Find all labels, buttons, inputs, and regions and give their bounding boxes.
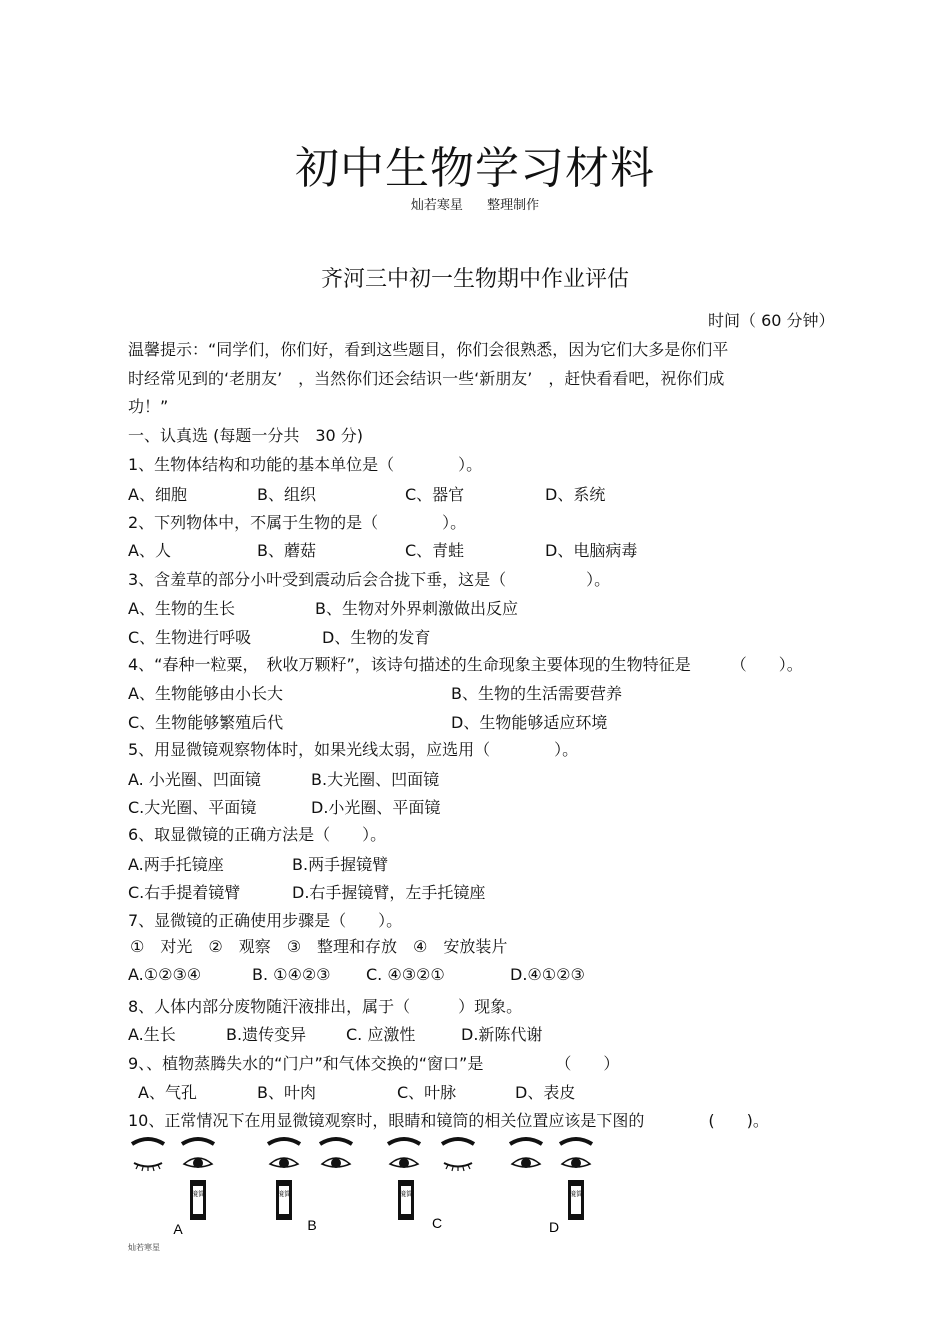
figure-label-b: B — [307, 1217, 317, 1233]
section-heading: 一、认真选 (每题一分共 30 分) — [128, 426, 364, 445]
figure-option-d — [510, 1139, 592, 1235]
q9-option-b: B、叶肉 — [257, 1083, 316, 1102]
question-7-stem: 7、显微镜的正确使用步骤是（ ）。 — [128, 911, 403, 930]
q1-option-d: D、系统 — [545, 485, 606, 504]
q2-option-d: D、电脑病毒 — [545, 541, 638, 560]
tube-label-b: 镜筒 — [277, 1190, 291, 1198]
exam-time: 时间（ 60 分钟） — [708, 311, 835, 330]
figure-label-a: A — [173, 1221, 183, 1237]
author-name: 灿若寒星 — [410, 198, 463, 213]
q6-option-a: A.两手托镜座 — [128, 855, 224, 874]
q1-option-a: A、细胞 — [128, 485, 187, 504]
footer-text: 灿若寒星 — [128, 1243, 160, 1252]
page-title: 初中生物学习材料 — [295, 143, 655, 194]
q3-option-a: A、生物的生长 — [128, 599, 235, 618]
q4-option-d: D、生物能够适应环境 — [451, 713, 608, 732]
question-5-stem: 5、用显微镜观察物体时，如果光线太弱，应选用（ ）。 — [128, 740, 579, 759]
tube-label-a: 镜筒 — [191, 1190, 205, 1198]
intro-line-2: 时经常见到的‘老朋友’ ，当然你们还会结识一些‘新朋友’ ，赶快看看吧，祝你们成 — [128, 369, 725, 388]
question-6-stem: 6、取显微镜的正确方法是（ ）。 — [128, 825, 387, 844]
q7-steps: ① 对光 ② 观察 ③ 整理和存放 ④ 安放装片 — [130, 937, 508, 956]
figure-label-d: D — [548, 1219, 560, 1235]
q4-option-b: B、生物的生活需要营养 — [451, 684, 622, 703]
q8-option-c: C. 应激性 — [346, 1025, 416, 1044]
q4-option-a: A、生物能够由小长大 — [128, 684, 283, 703]
q5-option-c: C.大光圈、平面镜 — [128, 798, 257, 817]
q6-option-b: B.两手握镜臂 — [292, 855, 389, 874]
question-4-stem: 4、“春种一粒粟， 秋收万颗籽”，该诗句描述的生命现象主要体现的生物特征是 （ ）。 — [128, 655, 803, 674]
q1-option-b: B、组织 — [257, 485, 316, 504]
question-2-stem: 2、下列物体中，不属于生物的是（ ）。 — [128, 513, 467, 532]
figure-option-b — [268, 1139, 352, 1233]
q7-option-c: C. ④③②① — [366, 965, 445, 984]
intro-line-3: 功！” — [128, 397, 169, 416]
credit-line — [0, 194, 950, 213]
q8-option-b: B.遗传变异 — [226, 1025, 307, 1044]
figure-option-c — [388, 1139, 474, 1231]
q6-option-d: D.右手握镜臂，左手托镜座 — [292, 883, 486, 902]
q7-option-b: B. ①④②③ — [252, 965, 331, 984]
question-9-stem: 9、、植物蒸腾失水的“门户”和气体交换的“窗口”是 （ ） — [128, 1054, 620, 1073]
q5-option-a: A. 小光圈、凹面镜 — [128, 770, 261, 789]
q1-option-c: C、器官 — [405, 485, 465, 504]
q9-option-c: C、叶脉 — [397, 1083, 457, 1102]
intro-line-1: 温馨提示：“同学们，你们好，看到这些题目，你们会很熟悉，因为它们大多是你们平 — [128, 340, 729, 359]
q2-option-b: B、蘑菇 — [257, 541, 316, 560]
q5-option-b: B.大光圈、凹面镜 — [311, 770, 440, 789]
q7-option-a: A.①②③④ — [128, 965, 202, 984]
tube-label-c: 镜筒 — [399, 1190, 413, 1198]
q8-option-d: D.新陈代谢 — [461, 1025, 543, 1044]
q9-option-a: A、气孔 — [138, 1083, 197, 1102]
q3-option-d: D、生物的发育 — [322, 628, 431, 647]
q2-option-a: A、人 — [128, 541, 171, 560]
q7-option-d: D.④①②③ — [510, 965, 585, 984]
q9-option-d: D、表皮 — [515, 1083, 576, 1102]
eye-microscope-figure — [120, 1132, 620, 1240]
q3-option-b: B、生物对外界刺激做出反应 — [315, 599, 518, 618]
question-10-stem: 10、正常情况下在用显微镜观察时，眼睛和镜筒的相关位置应该是下图的 ( )。 — [128, 1111, 769, 1130]
q8-option-a: A.生长 — [128, 1025, 176, 1044]
q5-option-d: D.小光圈、平面镜 — [311, 798, 441, 817]
tube-label-d: 镜筒 — [569, 1190, 583, 1198]
q6-option-c: C.右手提着镜臂 — [128, 883, 241, 902]
figure-option-a — [132, 1139, 214, 1237]
exam-title: 齐河三中初一生物期中作业评估 — [320, 267, 629, 292]
credit-text: 整理制作 — [487, 198, 540, 213]
figure-label-c: C — [431, 1215, 443, 1231]
question-3-stem: 3、含羞草的部分小叶受到震动后会合拢下垂，这是（ ）。 — [128, 570, 611, 589]
question-1-stem: 1、生物体结构和功能的基本单位是（ ）。 — [128, 455, 483, 474]
q4-option-c: C、生物能够繁殖后代 — [128, 713, 284, 732]
question-8-stem: 8、人体内部分废物随汗液排出，属于（ ）现象。 — [128, 997, 523, 1016]
q3-option-c: C、生物进行呼吸 — [128, 628, 252, 647]
q2-option-c: C、青蛙 — [405, 541, 465, 560]
